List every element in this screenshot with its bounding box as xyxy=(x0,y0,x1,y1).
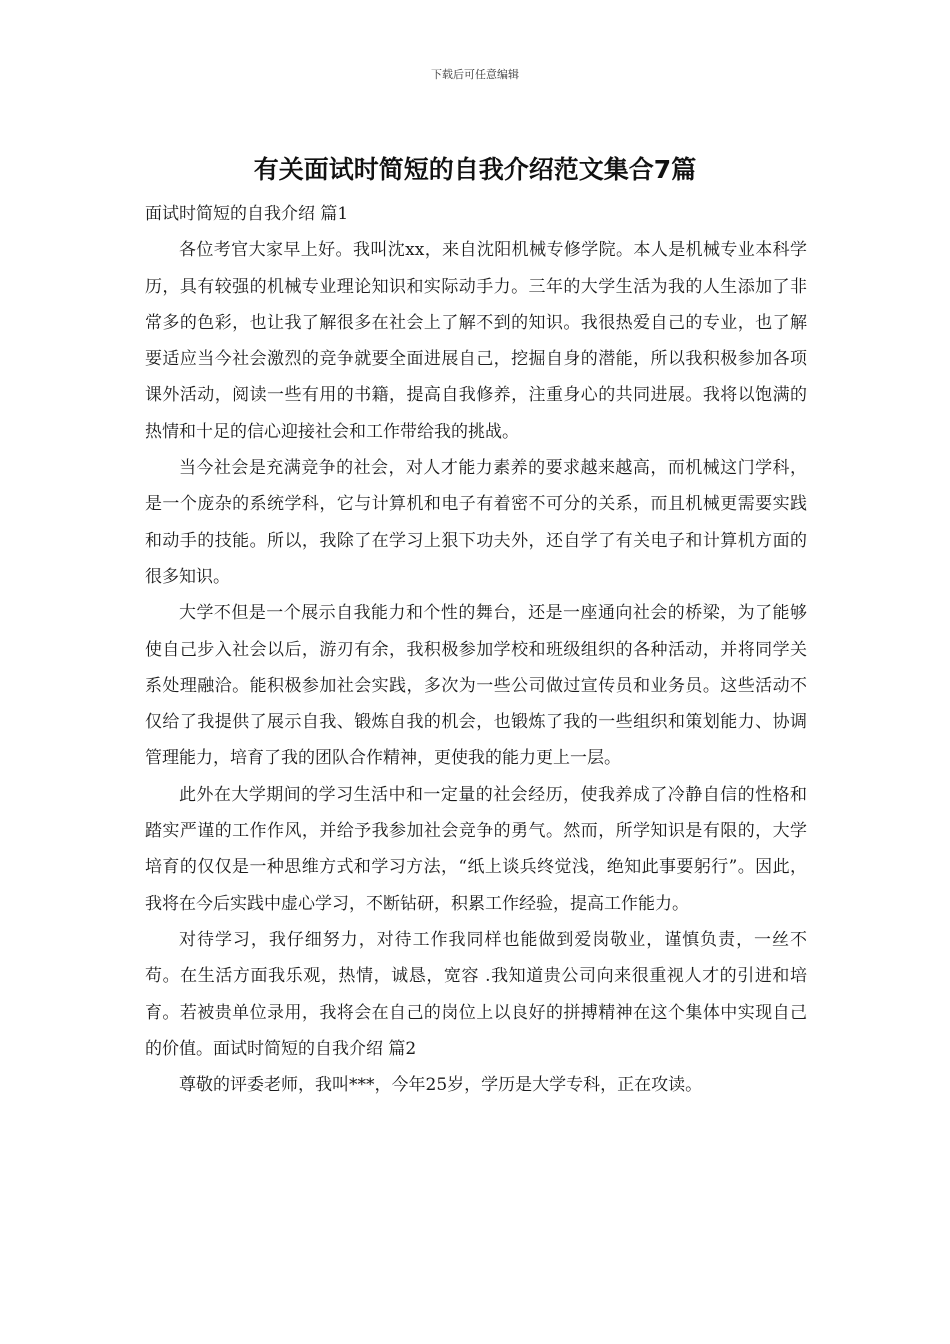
paragraph: 大学不但是一个展示自我能力和个性的舞台，还是一座通向社会的桥梁，为了能够使自己步入社会以后，游刃有余，我积极参加学校和班级组织的各种活动，并将同学关系处理融洽。能积极参加社会实践，多次为一些公司做过宣传员和业务员。这些活动不仅给了我提供了展示自我、锻炼自我的机会，也锻炼了我的一些组织和策划能力、协调管理能力，培育了我的团队合作精神，更使我的能力更上一层。 xyxy=(145,603,807,769)
paragraph: 对待学习，我仔细努力，对待工作我同样也能做到爱岗敬业，谨慎负责，一丝不苟。在生活方面我乐观，热情，诚恳，宽容 .我知道贵公司向来很重视人才的引进和培育。若被贵单位录用，我将会在自己的岗位上以良好的拼搏精神在这个集体中实现自己的价值。面试时简短的自我介绍 篇2 xyxy=(145,929,807,1059)
section-heading: 面试时简短的自我介绍 篇1 xyxy=(145,204,349,224)
paragraph: 此外在大学期间的学习生活中和一定量的社会经历，使我养成了冷静自信的性格和踏实严谨的工作作风，并给予我参加社会竞争的勇气。然而，所学知识是有限的，大学培育的仅仅是一种思维方式和学习方法，“纸上谈兵终觉浅，绝知此事要躬行”。因此，我将在今后实践中虚心学习，不断钻研，积累工作经验，提高工作能力。 xyxy=(145,784,807,914)
paragraph: 各位考官大家早上好。我叫沈xx，来自沈阳机械专修学院。本人是机械专业本科学历，具有较强的机械专业理论知识和实际动手力。三年的大学生活为我的人生添加了非常多的色彩，也让我了解很多在社会上了解不到的知识。我很热爱自己的专业，也了解要适应当今社会激烈的竞争就要全面进展自己，挖掘自身的潜能，所以我积极参加各项课外活动，阅读一些有用的书籍，提高自我修养，注重身心的共同进展。我将以饱满的热情和十足的信心迎接社会和工作带给我的挑战。 xyxy=(145,240,807,442)
paragraph: 当今社会是充满竞争的社会，对人才能力素养的要求越来越高，而机械这门学科，是一个庞杂的系统学科，它与计算机和电子有着密不可分的关系，而且机械更需要实践和动手的技能。所以，我除了在学习上狠下功夫外，还自学了有关电子和计算机方面的很多知识。 xyxy=(145,458,807,587)
paragraph: 尊敬的评委老师，我叫***，今年25岁，学历是大学专科，正在攻读。 xyxy=(179,1075,703,1096)
document-body xyxy=(145,196,807,1103)
document-title: 有关面试时简短的自我介绍范文集合7篇 xyxy=(253,155,697,184)
header-note: 下载后可任意编辑 xyxy=(431,68,519,81)
